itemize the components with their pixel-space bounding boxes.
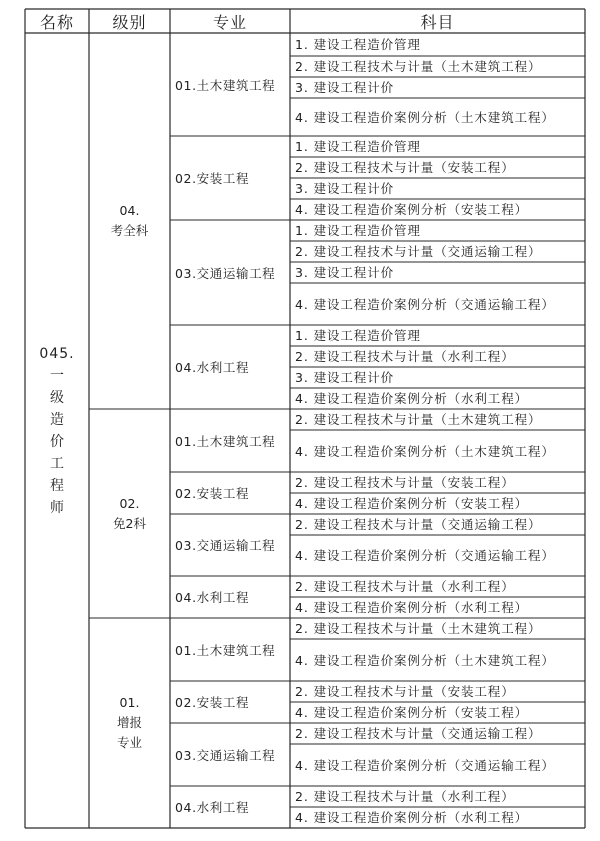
subject-cell: 2. 建设工程技术与计量（水利工程） xyxy=(295,349,515,364)
subject-cell: 2. 建设工程技术与计量（土木建筑工程） xyxy=(295,412,542,427)
subject-cell: 2. 建设工程技术与计量（水利工程） xyxy=(295,579,515,594)
subject-cell: 2. 建设工程技术与计量（土木建筑工程） xyxy=(295,621,542,636)
subject-cell: 2. 建设工程技术与计量（安装工程） xyxy=(295,475,515,490)
subject-cell: 4. 建设工程造价案例分析（水利工程） xyxy=(295,600,529,615)
subject-cell: 4. 建设工程造价案例分析（水利工程） xyxy=(295,391,529,406)
header-subject: 科目 xyxy=(420,12,455,32)
level-label: 免2科 xyxy=(113,515,146,531)
major-cell: 03.交通运输工程 xyxy=(175,265,276,281)
subject-cell: 1. 建设工程造价管理 xyxy=(295,223,421,238)
subject-cell: 4. 建设工程造价案例分析（土木建筑工程） xyxy=(295,443,555,459)
qualification-name-cell xyxy=(25,33,89,828)
major-cell: 02.安装工程 xyxy=(175,486,250,501)
qualification-code: 045. xyxy=(39,345,75,362)
subject-cell: 3. 建设工程计价 xyxy=(295,80,394,95)
subject-cell: 2. 建设工程技术与计量（交通运输工程） xyxy=(295,726,542,741)
level-code: 04. xyxy=(119,203,140,218)
subject-cell: 4. 建设工程造价案例分析（土木建筑工程） xyxy=(295,652,555,668)
level-label: 增报专业 xyxy=(116,715,142,750)
major-cell: 01.土木建筑工程 xyxy=(175,77,276,93)
subject-cell: 4. 建设工程造价案例分析（安装工程） xyxy=(295,705,529,720)
subject-cell: 4. 建设工程造价案例分析（安装工程） xyxy=(295,202,529,217)
major-cell: 01.土木建筑工程 xyxy=(175,642,276,658)
header-major: 专业 xyxy=(212,12,247,32)
major-cell: 04.水利工程 xyxy=(175,360,250,375)
major-cell: 04.水利工程 xyxy=(175,800,250,815)
subject-cell: 4. 建设工程造价案例分析（安装工程） xyxy=(295,496,529,511)
subject-cell: 2. 建设工程技术与计量（土木建筑工程） xyxy=(295,59,542,74)
level-cell xyxy=(89,618,170,828)
major-cell: 02.安装工程 xyxy=(175,171,250,186)
level-label: 考全科 xyxy=(110,223,149,238)
major-cell: 01.土木建筑工程 xyxy=(175,433,276,449)
subject-cell: 1. 建设工程造价管理 xyxy=(295,37,421,52)
major-cell: 02.安装工程 xyxy=(175,695,250,710)
subject-cell: 2. 建设工程技术与计量（安装工程） xyxy=(295,684,515,699)
subject-cell: 2. 建设工程技术与计量（水利工程） xyxy=(295,789,515,804)
subject-cell: 2. 建设工程技术与计量（交通运输工程） xyxy=(295,244,542,259)
header-level: 级别 xyxy=(112,12,147,32)
major-cell: 04.水利工程 xyxy=(175,590,250,605)
subject-cell: 4. 建设工程造价案例分析（土木建筑工程） xyxy=(295,109,555,125)
subject-cell: 4. 建设工程造价案例分析（水利工程） xyxy=(295,810,529,825)
subject-cell: 1. 建设工程造价管理 xyxy=(295,139,421,154)
major-cell: 03.交通运输工程 xyxy=(175,747,276,763)
subject-cell: 4. 建设工程造价案例分析（交通运输工程） xyxy=(295,757,555,773)
major-cell: 03.交通运输工程 xyxy=(175,538,276,553)
subject-cell: 1. 建设工程造价管理 xyxy=(295,328,421,343)
level-code: 02. xyxy=(119,495,140,511)
qualification-title: 一级造价工程师 xyxy=(50,367,64,516)
subject-cell: 3. 建设工程计价 xyxy=(295,370,394,385)
header-name: 名称 xyxy=(39,12,74,32)
level-code: 01. xyxy=(119,695,140,710)
subject-cell: 4. 建设工程造价案例分析（交通运输工程） xyxy=(295,548,555,563)
subject-cell: 4. 建设工程造价案例分析（交通运输工程） xyxy=(295,296,555,312)
level-cell xyxy=(89,409,170,618)
subject-cell: 2. 建设工程技术与计量（安装工程） xyxy=(295,160,515,175)
subject-cell: 3. 建设工程计价 xyxy=(295,181,394,196)
subject-cell: 2. 建设工程技术与计量（交通运输工程） xyxy=(295,517,542,532)
subject-cell: 3. 建设工程计价 xyxy=(295,265,394,280)
level-cell xyxy=(89,33,170,409)
